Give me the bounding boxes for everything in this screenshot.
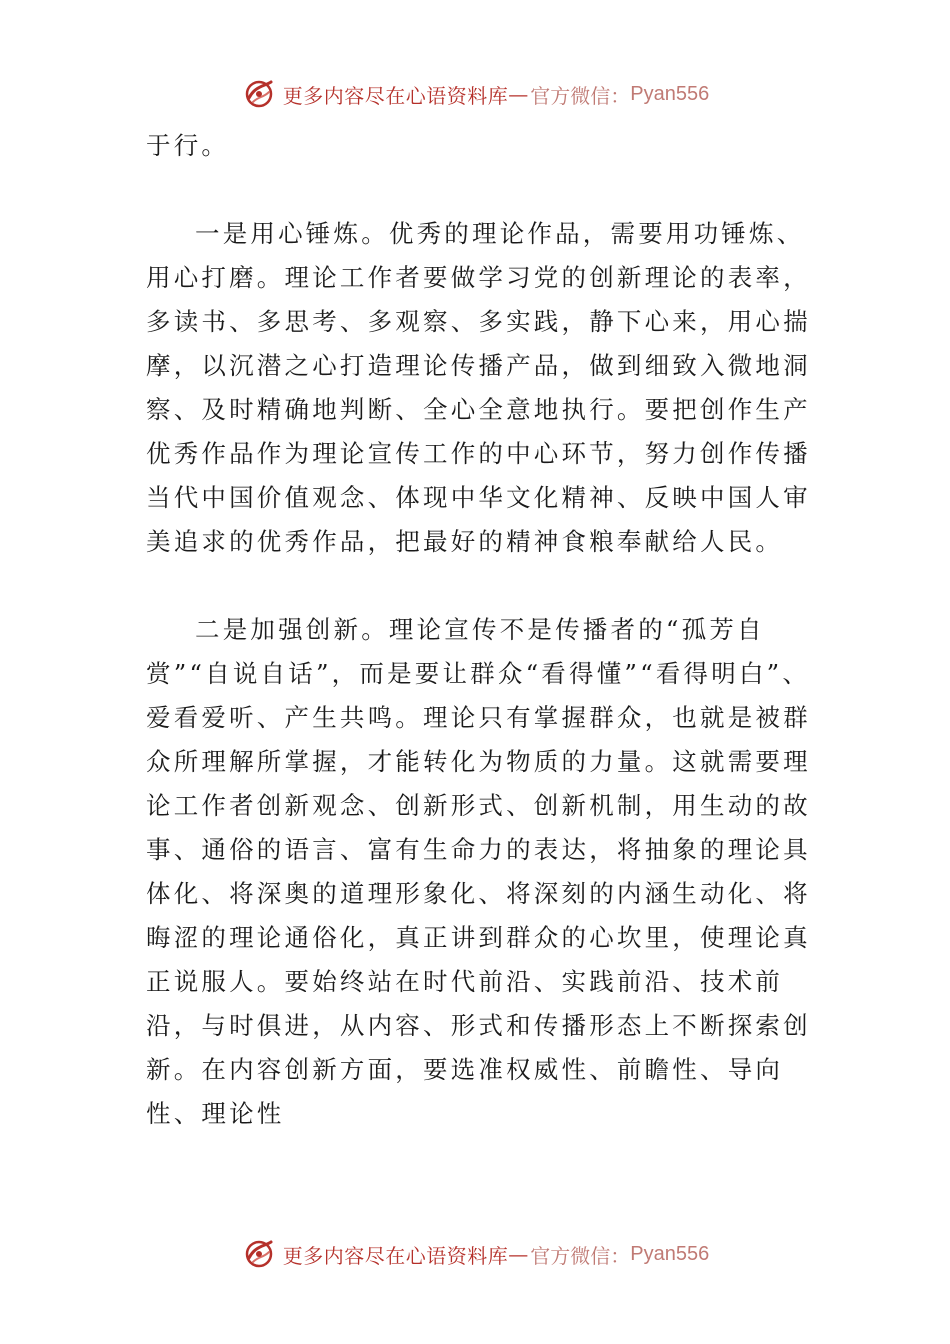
header-wechat-label: 官方微信： <box>530 83 631 108</box>
paragraph-1: 一是用心锤炼。优秀的理论作品，需要用功锤炼、用心打磨。理论工作者要做学习党的创新理论的表率，多读书、多思考、多观察、多实践，静下心来，用心揣摩，以沉潜之心打造理论传播产品，做到细致入微地洞察、及时精确地判断、全心全意地执行。要把创作生产优秀作品作为理论宣传工作的中心环节，努力创作传播当代中国价值观念、体现中华文化精神、反映中国人审美追求的优秀作品，把最好的精神食粮奉献给人民。 <box>146 219 811 556</box>
header-brand-text: 更多内容尽在心语资料库 <box>282 83 509 108</box>
footer-brand-text: 更多内容尽在心语资料库 <box>282 1243 509 1268</box>
document-body <box>146 124 824 1136</box>
footer-wechat-label: 官方微信： <box>530 1243 631 1268</box>
header-wechat-id: Pyan556 <box>630 82 710 105</box>
paragraph-2: 二是加强创新。理论宣传不是传播者的“孤芳自赏”“自说自话”，而是要让群众“看得懂”“看得明白”、爱看爱听、产生共鸣。理论只有掌握群众，也就是被群众所理解所掌握，才能转化为物质的力量。这就需要理论工作者创新观念、创新形式、创新机制，用生动的故事、通俗的语言、富有生命力的表达，将抽象的理论具体化、将深奥的道理形象化、将深刻的内涵生动化、将晦涩的理论通俗化，真正讲到群众的心坎里，使理论真正说服人。要始终站在时代前沿、实践前沿、技术前沿，与时俱进，从内容、形式和传播形态上不断探索创新。在内容创新方面，要选准权威性、前瞻性、导向性、理论性 <box>146 615 811 1128</box>
continuation-line: 于行。 <box>146 131 230 160</box>
paragraph-gap <box>146 564 824 608</box>
footer-wechat-id: Pyan556 <box>630 1242 710 1265</box>
header-dash: — <box>508 82 529 106</box>
red-swirl-logo-icon <box>241 76 277 112</box>
footer-banner <box>0 1234 950 1274</box>
footer-dash: — <box>508 1242 529 1266</box>
header-banner <box>0 74 950 114</box>
paragraph-gap <box>146 168 824 212</box>
red-swirl-logo-icon <box>241 1236 277 1272</box>
